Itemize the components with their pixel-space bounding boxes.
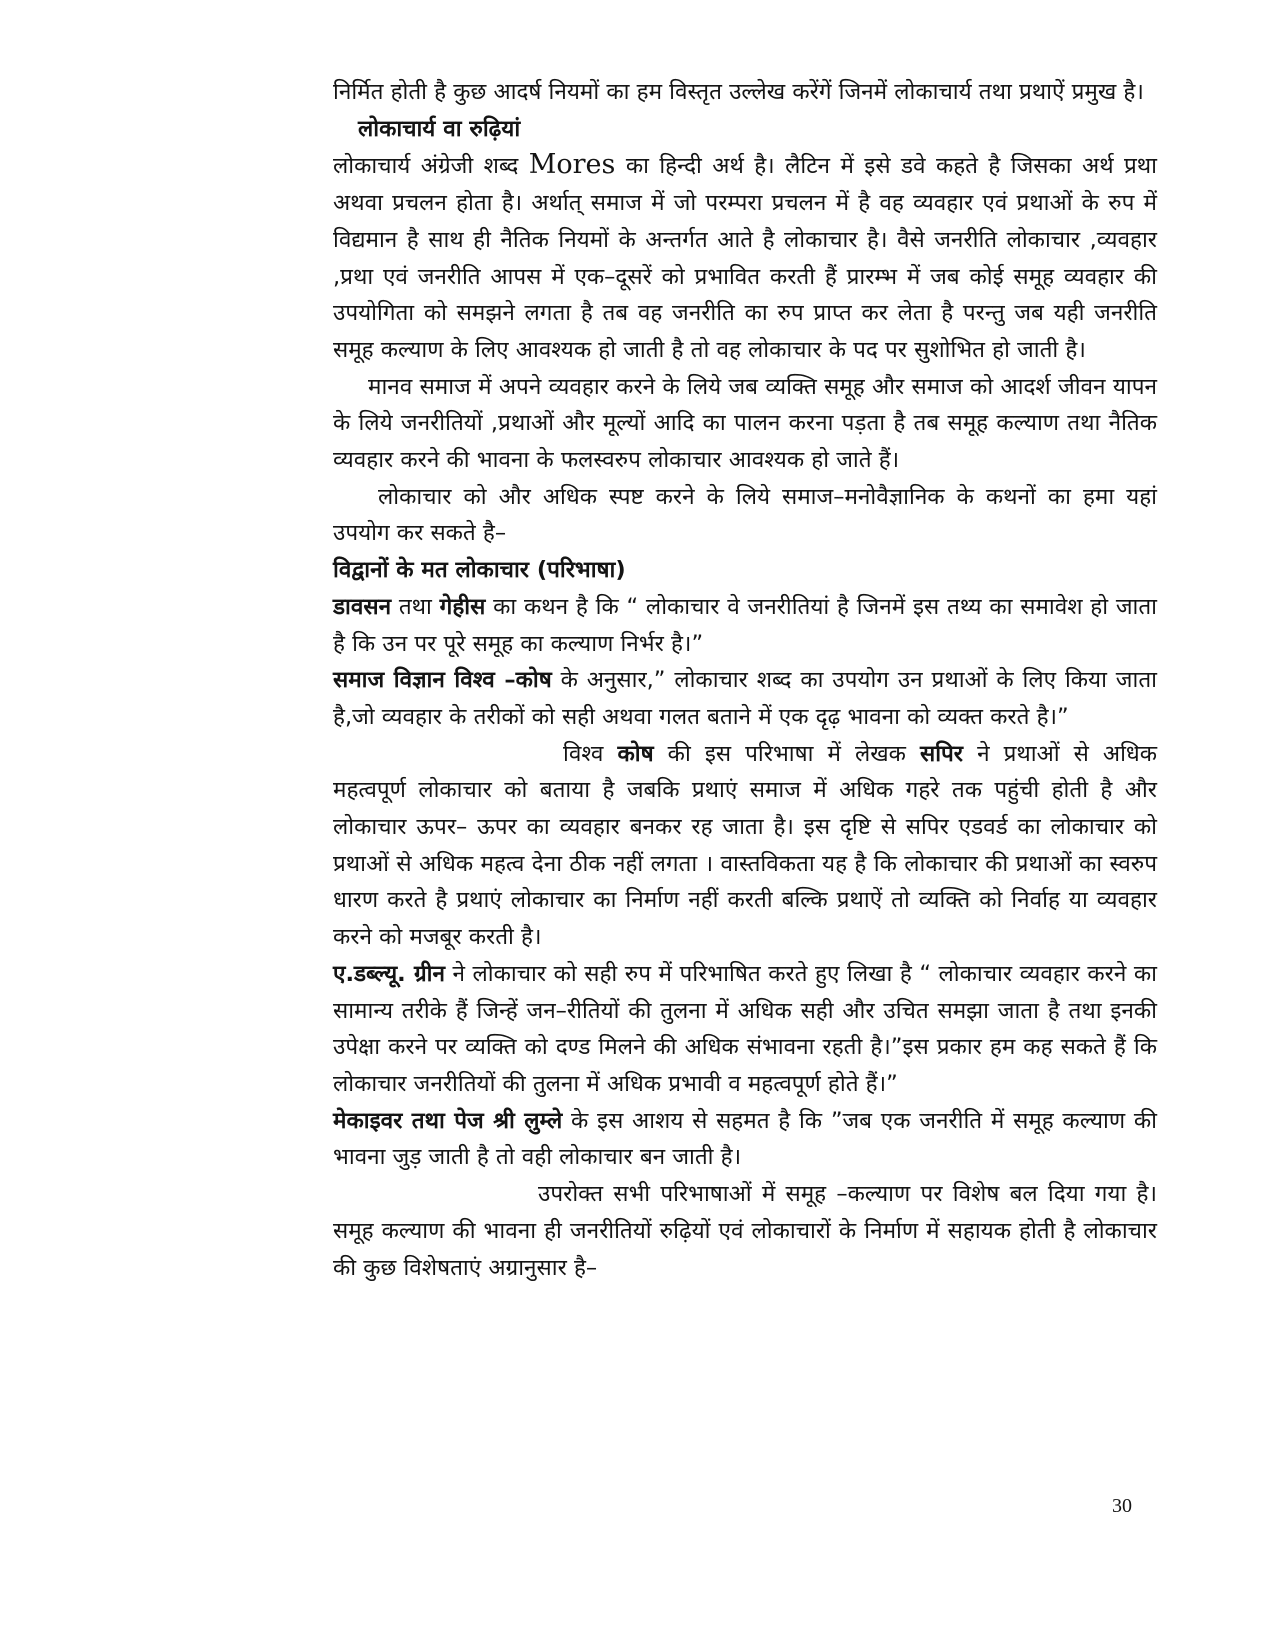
definition-encyclopedia <box>333 662 1157 735</box>
author-sapir: सपिर <box>919 740 964 767</box>
mores-latin-word: Mores <box>528 149 616 181</box>
author-maciver-page-lumley: मेकाइवर तथा पेज श्री लुम्ले <box>333 1107 563 1134</box>
human-society-paragraph: मानव समाज में अपने व्यवहार करने के लिये जब व्यक्ति समूह और समाज को आदर्श जीवन यापन के लिये जनरीतियों ,प्रथाओं और मूल्यों आदि का पालन करना पड़ता है तब समूह कल्याण तथा नैतिक व्यवहार करने की भावना के फलस्वरुप लोकाचार आवश्यक हो जाते हैं। <box>333 373 1157 474</box>
encyclopedia-quote: के अनुसार,” लोकाचार शब्द का उपयोग उन प्रथाओं के लिए किया जाता है,जो व्यवहार के तरीकों को सही अथवा गलत बताने में एक दृढ़ भावना को व्यक्त करते है।” <box>333 667 1157 730</box>
source-encyclopedia: समाज विज्ञान विश्व –कोष <box>333 667 552 694</box>
sapir-text-before: विश्व <box>563 740 604 767</box>
author-gehis: गेहीस <box>439 593 486 620</box>
maciver-quote: के इस आशय से सहमत है कि ”जब एक जनरीति में समूह कल्याण की भावना जुड़ जाती है तो वही लोकाचार बन जाती है। <box>333 1107 1157 1171</box>
sapir-text-middle: की इस परिभाषा में लेखक <box>667 740 906 767</box>
definition-maciver <box>333 1103 1157 1176</box>
clarify-paragraph: लोकाचार को और अधिक स्पष्ट करने के लिये समाज–मनोवैज्ञानिक के कथनों का हमा यहां उपयोग कर सकते है– <box>333 483 1157 547</box>
davison-connector: तथा <box>398 593 432 620</box>
author-green: ए.डब्ल्यू. ग्रीन <box>333 960 445 987</box>
section-heading: लोकाचार्य वा रुढ़ियां <box>358 115 521 142</box>
mores-text-after: का हिन्दी अर्थ है। लैटिन में इसे डवे कहते है जिसका अर्थ प्रथा अथवा प्रचलन होता है। अर्थात् समाज में जो परम्परा प्रचलन में है वह व्यवहार एवं प्रथाओं के रुप में विद्यमान है साथ ही नैतिक नियमों के अन्तर्गत आते है लोकाचार है। वैसे जनरीति लोकाचार ,व्यवहार ,प्रथा एवं जनरीति आपस में एक–दूसरें को प्रभावित करती हैं प्रारम्भ में जब कोई समूह व्यवहार की उपयोगिता को समझने लगता है तब वह जनरीति का रुप प्राप्त कर लेता है परन्तु जब यही जनरीति समूह कल्याण के लिए आवश्यक हो जाती है तो वह लोकाचार के पद पर सुशोभित हो जाती है। <box>333 153 1157 363</box>
green-quote: ने लोकाचार को सही रुप में परिभाषित करते हुए लिखा है “ लोकाचार व्यवहार करने का सामान्य तरीके हैं जिन्हें जन–रीतियों की तुलना में अधिक सही और उचित समझा जाता है तथा इनकी उपेक्षा करने पर व्यक्ति को दण्ड मिलने की अधिक संभावना रहती है।”इस प्रकार हम कह सकते हैं कि लोकाचार जनरीतियों की तुलना में अधिक प्रभावी व महत्वपूर्ण होते हैं।” <box>333 960 1157 1097</box>
continuation-paragraph: निर्मित होती है कुछ आदर्ष नियमों का हम विस्तृत उल्लेख करेंगें जिनमें लोकाचार्य तथा प्रथाऐं प्रमुख है। <box>333 79 1144 105</box>
sapir-text-after: ने प्रथाओं से अधिक महत्वपूर्ण लोकाचार को बताया है जबकि प्रथाएं समाज में अधिक गहरे तक पहुंची होती है और लोकाचार ऊपर– ऊपर का व्यवहार बनकर रह जाता है। इस दृष्टि से सपिर एडवर्ड का लोकाचार को प्रथाओं से अधिक महत्व देना ठीक नहीं लगता । वास्तविकता यह है कि लोकाचार की प्रथाओं का स्वरुप धारण करते है प्रथाएं लोकाचार का निर्माण नहीं करती बल्कि प्रथाऐं तो व्यक्ति को निर्वाह या व्यवहार करने को मजबूर करती है। <box>333 740 1158 951</box>
sapir-paragraph <box>333 736 1157 956</box>
kosh-word: कोष <box>617 740 654 767</box>
conclusion-paragraph: उपरोक्त सभी परिभाषाओं में समूह –कल्याण पर विशेष बल दिया गया है। समूह कल्याण की भावना ही जनरीतियों रुढ़ियों एवं लोकाचारों के निर्माण में सहायक होती है लोकाचार की कुछ विशेषताएं अग्रानुसार है– <box>333 1181 1157 1281</box>
definition-green <box>333 956 1157 1103</box>
mores-paragraph <box>333 147 1157 368</box>
page-number: 30 <box>1112 1495 1132 1517</box>
mores-text-before: लोकाचार्य अंग्रेजी शब्द <box>333 153 519 180</box>
page-body <box>333 74 1157 1286</box>
scholars-heading: विद्वानों के मत लोकाचार (परिभाषा) <box>333 557 626 584</box>
definition-davison <box>333 589 1157 662</box>
davison-quote: का कथन है कि “ लोकाचार वे जनरीतियां है जिनमें इस तथ्य का समावेश हो जाता है कि उन पर पूरे समूह का कल्याण निर्भर है।” <box>333 593 1158 657</box>
author-davison: डावसन <box>333 593 392 620</box>
